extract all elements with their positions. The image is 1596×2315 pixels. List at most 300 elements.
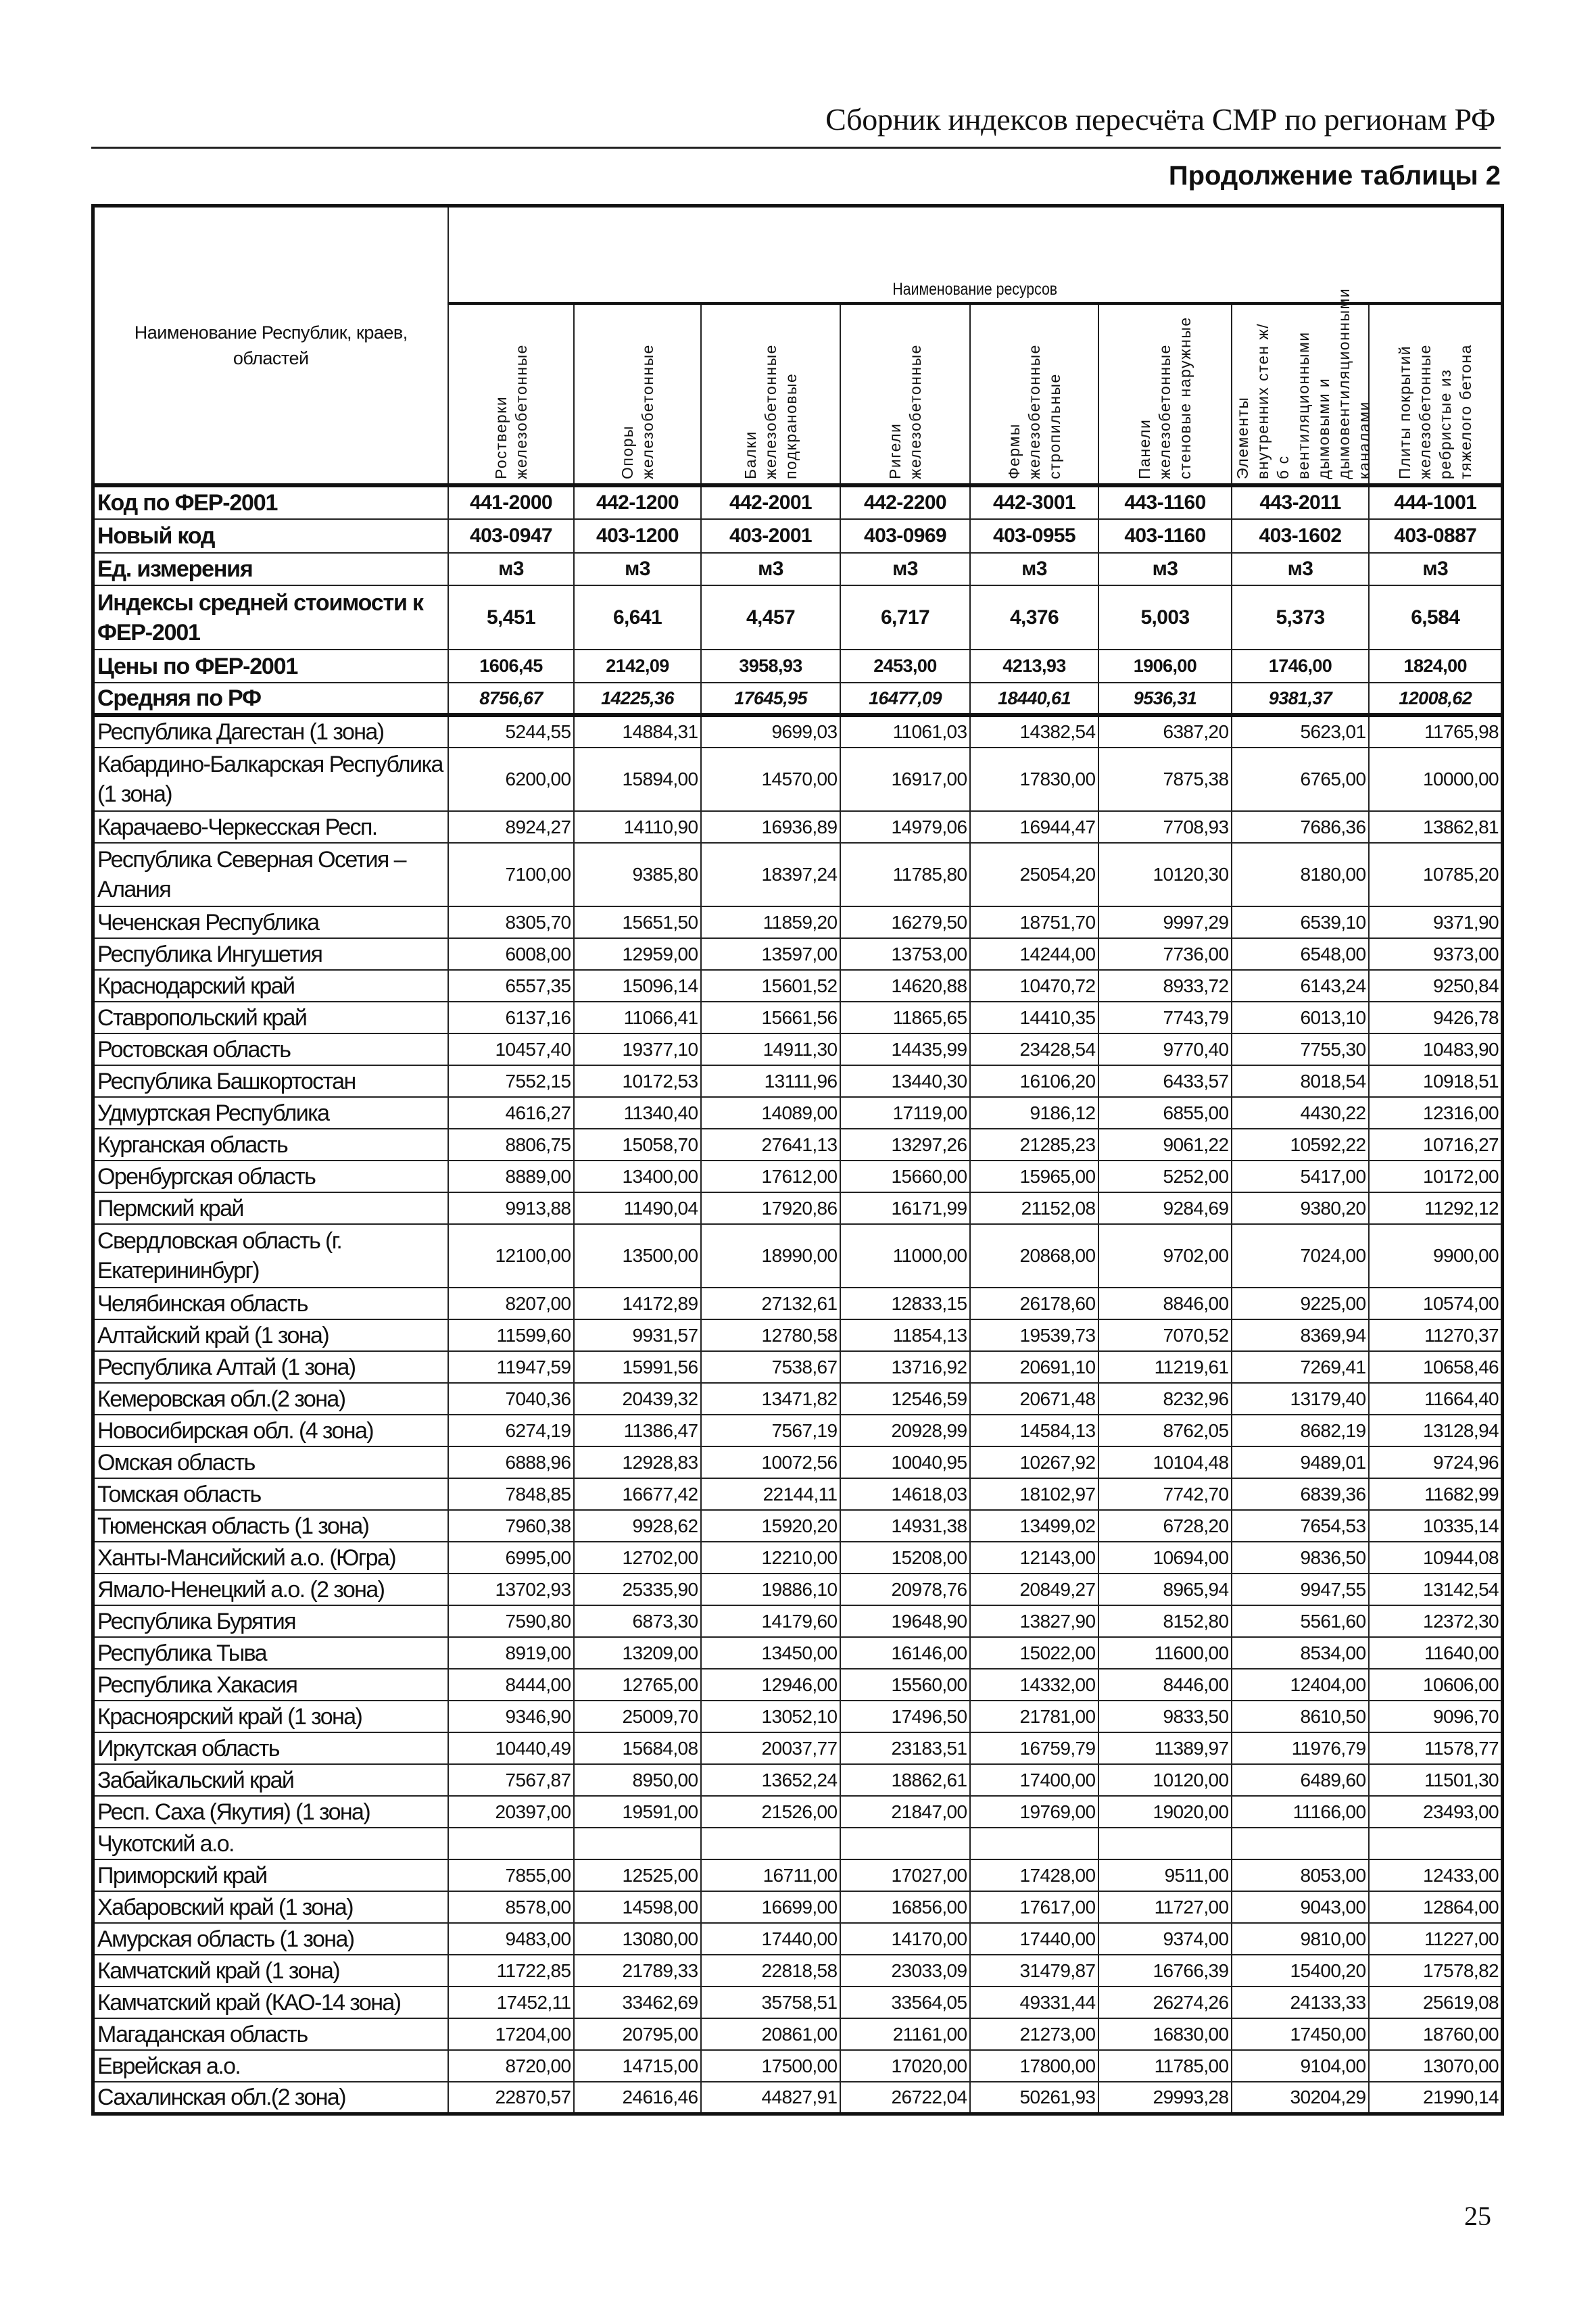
value-cell: 17440,00: [701, 1923, 840, 1955]
value-cell: 12008,62: [1369, 683, 1503, 715]
value-cell: 7100,00: [448, 843, 574, 906]
value-cell: 17428,00: [970, 1859, 1098, 1891]
value-cell: 12928,83: [574, 1446, 701, 1478]
table-row: [93, 1065, 1503, 1097]
value-cell: 8534,00: [1232, 1637, 1369, 1669]
value-cell: 11389,97: [1098, 1732, 1232, 1764]
table-row: [93, 1955, 1503, 1987]
value-cell: 9836,50: [1232, 1542, 1369, 1574]
value-cell: 12546,59: [840, 1383, 970, 1415]
value-cell: 27641,13: [701, 1129, 840, 1161]
value-cell: 26722,04: [840, 2082, 970, 2114]
region-name: Ед. измерения: [93, 553, 448, 585]
value-cell: 7743,79: [1098, 1002, 1232, 1033]
value-cell: 15022,00: [970, 1637, 1098, 1669]
value-cell: 8444,00: [448, 1669, 574, 1701]
value-cell: 7552,15: [448, 1065, 574, 1097]
value-cell: 4,457: [701, 585, 840, 650]
value-cell: 8950,00: [574, 1764, 701, 1796]
value-cell: 8232,96: [1098, 1383, 1232, 1415]
region-column-header: Наименование Республик, краев, областей: [93, 206, 448, 486]
table-continuation-label: Продолжение таблицы 2: [1168, 161, 1501, 191]
value-cell: 6387,20: [1098, 715, 1232, 748]
value-cell: 17617,00: [970, 1891, 1098, 1923]
value-cell: 14382,54: [970, 715, 1098, 748]
region-name: Республика Ингушетия: [93, 938, 448, 970]
region-name: Республика Хакасия: [93, 1669, 448, 1701]
value-cell: 18751,70: [970, 906, 1098, 938]
value-cell: 24133,33: [1232, 1987, 1369, 2018]
value-cell: 12100,00: [448, 1224, 574, 1288]
value-cell: 14410,35: [970, 1002, 1098, 1033]
value-cell: [840, 1828, 970, 1859]
value-cell: 8369,94: [1232, 1319, 1369, 1351]
value-cell: 17027,00: [840, 1859, 970, 1891]
value-cell: 20978,76: [840, 1574, 970, 1605]
value-cell: 22818,58: [701, 1955, 840, 1987]
value-cell: 11600,00: [1098, 1637, 1232, 1669]
region-name: Новый код: [93, 519, 448, 553]
region-name: Кемеровская обл.(2 зона): [93, 1383, 448, 1415]
value-cell: 4213,93: [970, 650, 1098, 683]
value-cell: 9284,69: [1098, 1192, 1232, 1224]
value-cell: 24616,46: [574, 2082, 701, 2114]
region-name: Еврейская а.о.: [93, 2050, 448, 2082]
value-cell: [1098, 1828, 1232, 1859]
value-cell: 10785,20: [1369, 843, 1503, 906]
value-cell: 35758,51: [701, 1987, 840, 2018]
value-cell: 9380,20: [1232, 1192, 1369, 1224]
region-name: Карачаево-Черкесская Респ.: [93, 811, 448, 843]
value-cell: 13827,90: [970, 1605, 1098, 1637]
resource-column-header: [448, 303, 574, 485]
value-cell: 11854,13: [840, 1319, 970, 1351]
value-cell: [1232, 1828, 1369, 1859]
running-title: Сборник индексов пересчёта СМР по регионам РФ: [825, 102, 1495, 137]
resource-column-label: Панели железобетонные стеновые наружные: [1136, 316, 1194, 479]
table-row: [93, 1129, 1503, 1161]
value-cell: 5561,60: [1232, 1605, 1369, 1637]
page-number: 25: [1464, 2201, 1491, 2231]
value-cell: 20861,00: [701, 2018, 840, 2050]
table-row: [93, 2018, 1503, 2050]
value-cell: 7708,93: [1098, 811, 1232, 843]
value-cell: 17578,82: [1369, 1955, 1503, 1987]
value-cell: 49331,44: [970, 1987, 1098, 2018]
value-cell: 403-1602: [1232, 519, 1369, 553]
value-cell: 9913,88: [448, 1192, 574, 1224]
value-cell: 7040,36: [448, 1383, 574, 1415]
value-cell: 10658,46: [1369, 1351, 1503, 1383]
value-cell: 442-1200: [574, 485, 701, 519]
value-cell: 8846,00: [1098, 1288, 1232, 1319]
value-cell: 9928,62: [574, 1510, 701, 1542]
region-name: Камчатский край (КАО-14 зона): [93, 1987, 448, 2018]
table-row: [93, 1446, 1503, 1478]
region-name: Новосибирская обл. (4 зона): [93, 1415, 448, 1446]
value-cell: 7654,53: [1232, 1510, 1369, 1542]
value-cell: 7855,00: [448, 1859, 574, 1891]
value-cell: 441-2000: [448, 485, 574, 519]
resource-column-header: [1098, 303, 1232, 485]
value-cell: 20849,27: [970, 1574, 1098, 1605]
value-cell: 6,641: [574, 585, 701, 650]
value-cell: 16146,00: [840, 1637, 970, 1669]
value-cell: 15400,20: [1232, 1955, 1369, 1987]
value-cell: м3: [1369, 553, 1503, 585]
region-name: Курганская область: [93, 1129, 448, 1161]
value-cell: 20671,48: [970, 1383, 1098, 1415]
value-cell: 11270,37: [1369, 1319, 1503, 1351]
region-name: Удмуртская Республика: [93, 1097, 448, 1129]
value-cell: 11722,85: [448, 1955, 574, 1987]
value-cell: 9371,90: [1369, 906, 1503, 938]
value-cell: 8053,00: [1232, 1859, 1369, 1891]
region-name: Ставропольский край: [93, 1002, 448, 1033]
value-cell: 11061,03: [840, 715, 970, 748]
table-row: [93, 1319, 1503, 1351]
value-cell: 8446,00: [1098, 1669, 1232, 1701]
value-cell: 8919,00: [448, 1637, 574, 1669]
region-name: Ямало-Ненецкий а.о. (2 зона): [93, 1574, 448, 1605]
value-cell: 16830,00: [1098, 2018, 1232, 2050]
value-cell: 10120,00: [1098, 1764, 1232, 1796]
value-cell: 9536,31: [1098, 683, 1232, 715]
value-cell: 14618,03: [840, 1478, 970, 1510]
value-cell: м3: [1098, 553, 1232, 585]
value-cell: 11166,00: [1232, 1796, 1369, 1828]
table-row: [93, 553, 1503, 585]
region-name: Тюменская область (1 зона): [93, 1510, 448, 1542]
table-row: [93, 715, 1503, 748]
value-cell: 31479,87: [970, 1955, 1098, 1987]
value-cell: 5417,00: [1232, 1161, 1369, 1192]
value-cell: 17020,00: [840, 2050, 970, 2082]
value-cell: 17800,00: [970, 2050, 1098, 2082]
value-cell: 7590,80: [448, 1605, 574, 1637]
value-cell: 25009,70: [574, 1701, 701, 1732]
value-cell: 12780,58: [701, 1319, 840, 1351]
value-cell: 3958,93: [701, 650, 840, 683]
value-cell: 21161,00: [840, 2018, 970, 2050]
value-cell: 10120,30: [1098, 843, 1232, 906]
value-cell: 15894,00: [574, 748, 701, 811]
value-cell: м3: [840, 553, 970, 585]
value-cell: 15651,50: [574, 906, 701, 938]
table-row: [93, 1574, 1503, 1605]
value-cell: 14979,06: [840, 811, 970, 843]
value-cell: 11865,65: [840, 1002, 970, 1033]
value-cell: 20868,00: [970, 1224, 1098, 1288]
value-cell: 9186,12: [970, 1097, 1098, 1129]
value-cell: 8180,00: [1232, 843, 1369, 906]
value-cell: 15601,52: [701, 970, 840, 1002]
table-row: [93, 1701, 1503, 1732]
value-cell: 13142,54: [1369, 1574, 1503, 1605]
value-cell: 11490,04: [574, 1192, 701, 1224]
value-cell: 20795,00: [574, 2018, 701, 2050]
value-cell: м3: [970, 553, 1098, 585]
value-cell: 8924,27: [448, 811, 574, 843]
value-cell: 13702,93: [448, 1574, 574, 1605]
value-cell: 10716,27: [1369, 1129, 1503, 1161]
region-name: Алтайский край (1 зона): [93, 1319, 448, 1351]
value-cell: 11976,79: [1232, 1732, 1369, 1764]
value-cell: 403-1200: [574, 519, 701, 553]
table-row: [93, 1224, 1503, 1288]
value-cell: 8720,00: [448, 2050, 574, 2082]
value-cell: 10040,95: [840, 1446, 970, 1478]
value-cell: 10606,00: [1369, 1669, 1503, 1701]
value-cell: 6489,60: [1232, 1764, 1369, 1796]
value-cell: 13080,00: [574, 1923, 701, 1955]
value-cell: 15058,70: [574, 1129, 701, 1161]
value-cell: 8305,70: [448, 906, 574, 938]
value-cell: 17204,00: [448, 2018, 574, 2050]
table-row: [93, 748, 1503, 811]
value-cell: 18760,00: [1369, 2018, 1503, 2050]
value-cell: 6728,20: [1098, 1510, 1232, 1542]
value-cell: 16856,00: [840, 1891, 970, 1923]
table-row: [93, 1383, 1503, 1415]
value-cell: 12765,00: [574, 1669, 701, 1701]
region-name: Приморский край: [93, 1859, 448, 1891]
value-cell: 12833,15: [840, 1288, 970, 1319]
value-cell: 442-3001: [970, 485, 1098, 519]
table-row: [93, 485, 1503, 519]
table-row: [93, 1637, 1503, 1669]
value-cell: 19769,00: [970, 1796, 1098, 1828]
table-row: [93, 1669, 1503, 1701]
value-cell: 13500,00: [574, 1224, 701, 1288]
value-cell: 17830,00: [970, 748, 1098, 811]
value-cell: 7960,38: [448, 1510, 574, 1542]
value-cell: 11340,40: [574, 1097, 701, 1129]
value-cell: 9374,00: [1098, 1923, 1232, 1955]
value-cell: 8806,75: [448, 1129, 574, 1161]
value-cell: 9426,78: [1369, 1002, 1503, 1033]
value-cell: 23183,51: [840, 1732, 970, 1764]
resource-column-header: [1369, 303, 1503, 485]
value-cell: 11682,99: [1369, 1478, 1503, 1510]
value-cell: 8152,80: [1098, 1605, 1232, 1637]
region-name: Магаданская область: [93, 2018, 448, 2050]
resource-column-label: Балки железобетонные подкрановые: [741, 344, 800, 479]
value-cell: 5,451: [448, 585, 574, 650]
table-row: [93, 1891, 1503, 1923]
value-cell: 5623,01: [1232, 715, 1369, 748]
value-cell: 10457,40: [448, 1033, 574, 1065]
value-cell: 50261,93: [970, 2082, 1098, 2114]
value-cell: 10172,53: [574, 1065, 701, 1097]
value-cell: 16766,39: [1098, 1955, 1232, 1987]
value-cell: 14884,31: [574, 715, 701, 748]
value-cell: 9702,00: [1098, 1224, 1232, 1288]
table-row: [93, 843, 1503, 906]
value-cell: 4616,27: [448, 1097, 574, 1129]
region-name: Челябинская область: [93, 1288, 448, 1319]
value-cell: 19020,00: [1098, 1796, 1232, 1828]
table-row: [93, 1732, 1503, 1764]
region-name: Хабаровский край (1 зона): [93, 1891, 448, 1923]
value-cell: 6433,57: [1098, 1065, 1232, 1097]
resource-column-header: [1232, 287, 1373, 485]
value-cell: 17612,00: [701, 1161, 840, 1192]
table-row: [93, 906, 1503, 938]
value-cell: 6855,00: [1098, 1097, 1232, 1129]
value-cell: 14911,30: [701, 1033, 840, 1065]
value-cell: 4,376: [970, 585, 1098, 650]
value-cell: 16944,47: [970, 811, 1098, 843]
value-cell: 6548,00: [1232, 938, 1369, 970]
region-name: Средняя по РФ: [93, 683, 448, 715]
value-cell: 14225,36: [574, 683, 701, 715]
value-cell: 14598,00: [574, 1891, 701, 1923]
value-cell: 8933,72: [1098, 970, 1232, 1002]
value-cell: 443-2011: [1232, 485, 1369, 519]
value-cell: 11664,40: [1369, 1383, 1503, 1415]
value-cell: 12210,00: [701, 1542, 840, 1574]
value-cell: 14584,13: [970, 1415, 1098, 1446]
value-cell: 13440,30: [840, 1065, 970, 1097]
value-cell: 10072,56: [701, 1446, 840, 1478]
region-name: Респ. Саха (Якутия) (1 зона): [93, 1796, 448, 1828]
value-cell: 13597,00: [701, 938, 840, 970]
resource-column-label: Элементы внутренних стен ж/б с вентиляционными дымовыми и дымовентиляционными каналами: [1233, 287, 1373, 479]
value-cell: 7538,67: [701, 1351, 840, 1383]
value-cell: 7686,36: [1232, 811, 1369, 843]
table-row: [93, 1288, 1503, 1319]
value-cell: 18990,00: [701, 1224, 840, 1288]
value-cell: 16711,00: [701, 1859, 840, 1891]
table-row: [93, 1796, 1503, 1828]
value-cell: 20928,99: [840, 1415, 970, 1446]
value-cell: 11501,30: [1369, 1764, 1503, 1796]
value-cell: 6008,00: [448, 938, 574, 970]
value-cell: 15684,08: [574, 1732, 701, 1764]
value-cell: 5244,55: [448, 715, 574, 748]
value-cell: 5,373: [1232, 585, 1369, 650]
value-cell: 9061,22: [1098, 1129, 1232, 1161]
value-cell: 18397,24: [701, 843, 840, 906]
value-cell: 6839,36: [1232, 1478, 1369, 1510]
value-cell: 403-0955: [970, 519, 1098, 553]
value-cell: 12433,00: [1369, 1859, 1503, 1891]
value-cell: 16677,42: [574, 1478, 701, 1510]
value-cell: 25619,08: [1369, 1987, 1503, 2018]
region-name: Ростовская область: [93, 1033, 448, 1065]
table-row: [93, 1828, 1503, 1859]
value-cell: 6,584: [1369, 585, 1503, 650]
value-cell: [701, 1828, 840, 1859]
value-cell: 9947,55: [1232, 1574, 1369, 1605]
value-cell: 29993,28: [1098, 2082, 1232, 2114]
value-cell: м3: [701, 553, 840, 585]
region-name: Цены по ФЕР-2001: [93, 650, 448, 683]
value-cell: 6873,30: [574, 1605, 701, 1637]
value-cell: 19377,10: [574, 1033, 701, 1065]
value-cell: 15660,00: [840, 1161, 970, 1192]
value-cell: 10918,51: [1369, 1065, 1503, 1097]
value-cell: 44827,91: [701, 2082, 840, 2114]
value-cell: 11727,00: [1098, 1891, 1232, 1923]
value-cell: 14931,38: [840, 1510, 970, 1542]
value-cell: 19648,90: [840, 1605, 970, 1637]
value-cell: 13209,00: [574, 1637, 701, 1669]
resource-column-label: Ростверки железобетонные: [491, 344, 530, 479]
table-row: [93, 1192, 1503, 1224]
value-cell: 11947,59: [448, 1351, 574, 1383]
value-cell: 403-0947: [448, 519, 574, 553]
value-cell: 16477,09: [840, 683, 970, 715]
table-row: [93, 1097, 1503, 1129]
value-cell: 11785,00: [1098, 2050, 1232, 2082]
table-row: [93, 519, 1503, 553]
resource-column-header: [574, 303, 701, 485]
value-cell: 7848,85: [448, 1478, 574, 1510]
value-cell: 21526,00: [701, 1796, 840, 1828]
value-cell: 13652,24: [701, 1764, 840, 1796]
table-row: [93, 1033, 1503, 1065]
table-row: [93, 1764, 1503, 1796]
value-cell: 15965,00: [970, 1161, 1098, 1192]
value-cell: 16917,00: [840, 748, 970, 811]
value-cell: 14244,00: [970, 938, 1098, 970]
table-row: [93, 811, 1503, 843]
value-cell: [1369, 1828, 1503, 1859]
value-cell: 23493,00: [1369, 1796, 1503, 1828]
value-cell: 9104,00: [1232, 2050, 1369, 2082]
value-cell: 11859,20: [701, 906, 840, 938]
value-cell: 442-2200: [840, 485, 970, 519]
value-cell: 13862,81: [1369, 811, 1503, 843]
value-cell: 14332,00: [970, 1669, 1098, 1701]
value-cell: 10592,22: [1232, 1129, 1369, 1161]
value-cell: 25054,20: [970, 843, 1098, 906]
region-name: Республика Дагестан (1 зона): [93, 715, 448, 748]
value-cell: 7755,30: [1232, 1033, 1369, 1065]
value-cell: 10104,48: [1098, 1446, 1232, 1478]
table-row: [93, 1542, 1503, 1574]
value-cell: 13499,02: [970, 1510, 1098, 1542]
value-cell: 9511,00: [1098, 1859, 1232, 1891]
value-cell: 18440,61: [970, 683, 1098, 715]
value-cell: 6137,16: [448, 1002, 574, 1033]
regional-index-table: [91, 204, 1504, 2116]
value-cell: 7567,19: [701, 1415, 840, 1446]
value-cell: 14715,00: [574, 2050, 701, 2082]
value-cell: 12946,00: [701, 1669, 840, 1701]
value-cell: 13753,00: [840, 938, 970, 970]
value-cell: [574, 1828, 701, 1859]
value-cell: 17452,11: [448, 1987, 574, 2018]
table-row: [93, 1002, 1503, 1033]
value-cell: 11219,61: [1098, 1351, 1232, 1383]
table-row: [93, 1478, 1503, 1510]
value-cell: 9997,29: [1098, 906, 1232, 938]
value-cell: 6539,10: [1232, 906, 1369, 938]
value-cell: 6200,00: [448, 748, 574, 811]
value-cell: 13052,10: [701, 1701, 840, 1732]
value-cell: 11765,98: [1369, 715, 1503, 748]
value-cell: 21847,00: [840, 1796, 970, 1828]
table-row: [93, 650, 1503, 683]
value-cell: 13070,00: [1369, 2050, 1503, 2082]
value-cell: 12702,00: [574, 1542, 701, 1574]
value-cell: 7875,38: [1098, 748, 1232, 811]
value-cell: [970, 1828, 1098, 1859]
value-cell: 13128,94: [1369, 1415, 1503, 1446]
